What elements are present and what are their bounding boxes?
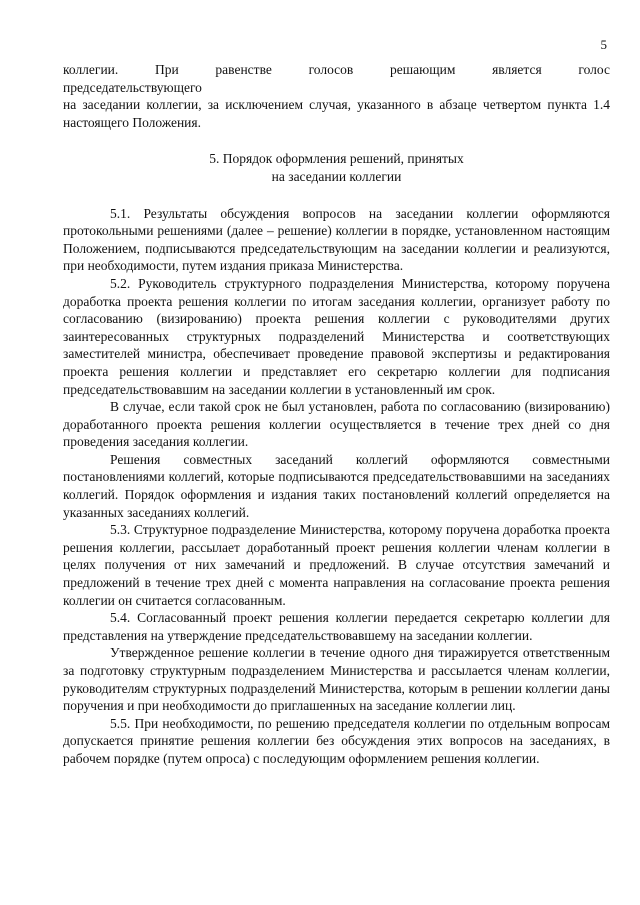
document-body — [63, 61, 610, 768]
continued-paragraph: на заседании коллегии, за исключением случая, указанного в абзаце четвертом пункта 1.4 настоящего Положения. — [63, 97, 610, 130]
word: решающим — [389, 62, 456, 77]
paragraph-5-3: 5.3. Структурное подразделение Министерства, которому поручена доработка проекта решения коллегии, рассылает доработанный проект решения коллегии членам коллегии в целях получения от них замечаний и предложений. В случае отсутствия замечаний и предложений в течение трех дней с момента направления на согласование проекта решения коллегии он считается согласованным. — [63, 522, 610, 608]
section-heading-line-2: на заседании коллегии — [271, 168, 402, 184]
paragraph-5-4: 5.4. Согласованный проект решения коллегии передается секретарю коллегии для представления на утверждение председательствовавшему на заседании коллегии. — [63, 610, 610, 643]
page-number: 5 — [600, 37, 607, 52]
paragraph-approved-decision: Утвержденное решение коллегии в течение одного дня тиражируется ответственным за подготовку структурным подразделением Министерства и рассылается членам коллегии, руководителям структурных подразделений Министерства, которым в решении коллегии даны поручения и при необходимости до приглашенных на заседание коллегии лиц. — [63, 645, 610, 714]
word: коллегии. — [63, 62, 119, 77]
continued-line-2: председательствующего — [63, 79, 202, 95]
paragraph-5-2: 5.2. Руководитель структурного подразделения Министерства, которому поручена доработка проекта решения коллегии по итогам заседания коллегии, организует работу по согласованию (визированию) проекта решения коллегии с руководителями других заинтересованных структурных подразделений Министерства и соответствующих заместителей министра, обеспечивает проведение правовой экспертизы и редактирования проекта решения коллегии и представляет его секретарю коллегии для подписания председательствовавшим на заседании коллегии в установленный им срок. — [63, 275, 610, 397]
word: голосов — [308, 62, 354, 77]
section-heading-line-1: 5. Порядок оформления решений, принятых — [209, 151, 464, 167]
paragraph-5-5: 5.5. При необходимости, по решению председателя коллегии по отдельным вопросам допускается принятие решения коллегии без обсуждения этих вопросов на заседаниях, в рабочем порядке (путем опроса) с последующим оформлением решения коллегии. — [63, 715, 610, 766]
paragraph-5-1: 5.1. Результаты обсуждения вопросов на заседании коллегии оформляются протокольными решениями (далее – решение) коллегии в порядке, установленном настоящим Положением, подписываются председательствующим на заседании коллегии и реализуются, при необходимости, путем издания приказа Министерства. — [63, 205, 610, 274]
word: является — [492, 62, 542, 77]
paragraph-joint-meetings: Решения совместных заседаний коллегий оформляются совместными постановлениями коллегий, которые подписываются председательствовавшими на заседаниях коллегий. Порядок оформления и издания таких постановлений коллегий определяется на указанных заседаниях коллегий. — [63, 451, 610, 520]
continued-line — [63, 61, 610, 79]
word: При — [154, 62, 179, 77]
word: голос — [578, 62, 610, 77]
paragraph-deadline: В случае, если такой срок не был установлен, работа по согласованию (визированию) доработанного проекта решения коллегии осуществляется в течение трех дней со дня проведения заседания коллегии. — [63, 399, 610, 450]
section-heading — [63, 150, 610, 185]
word: равенстве — [215, 62, 272, 77]
